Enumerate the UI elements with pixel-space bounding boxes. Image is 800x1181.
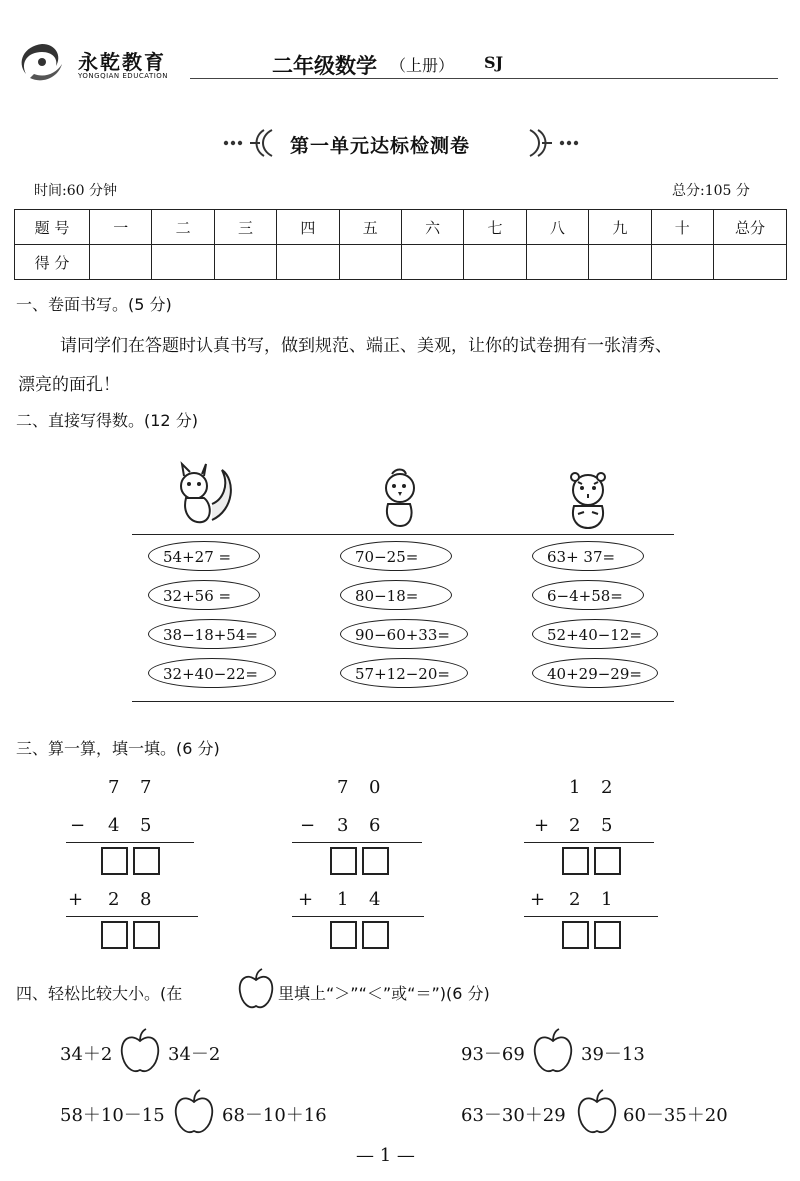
apple-answer-icon[interactable] — [575, 1089, 619, 1137]
table-cell: 三 — [214, 210, 276, 245]
table-cell: 十 — [651, 210, 713, 245]
edition-label: SJ — [484, 53, 504, 72]
logo — [12, 38, 72, 86]
brand-name-en: YONGQIAN EDUCATION — [78, 72, 169, 80]
score-cell[interactable] — [339, 245, 401, 280]
answer-box[interactable] — [133, 921, 160, 949]
calc-item: 32+56 = — [148, 580, 260, 610]
answer-box[interactable] — [594, 847, 621, 875]
table-cell: 九 — [589, 210, 651, 245]
digit: 2 — [569, 815, 581, 836]
chick-icon — [372, 466, 428, 532]
section2-heading: 二、直接写得数。(12 分) — [16, 411, 198, 430]
answer-box[interactable] — [562, 921, 589, 949]
answer-box[interactable] — [362, 847, 389, 875]
digit: 3 — [337, 815, 349, 836]
digit: 1 — [569, 777, 581, 798]
table-cell: 七 — [464, 210, 526, 245]
table-cell: 五 — [339, 210, 401, 245]
score-cell[interactable] — [277, 245, 339, 280]
score-cell[interactable] — [464, 245, 526, 280]
operator: − — [300, 815, 316, 836]
digit: 1 — [601, 889, 613, 910]
sum-line — [292, 916, 424, 917]
brand-name: 永乾教育 — [78, 50, 166, 74]
digit: 8 — [140, 889, 152, 910]
score-input-row — [15, 245, 787, 280]
score-header-row — [15, 210, 787, 245]
answer-box[interactable] — [330, 921, 357, 949]
calc-item: 38−18+54= — [148, 619, 276, 649]
volume-label: （上册） — [390, 56, 455, 75]
sum-line — [66, 842, 194, 843]
section1-line1: 请同学们在答题时认真书写，做到规范、端正、美观，让你的试卷拥有一张清秀、 — [60, 336, 672, 356]
section1-heading: 一、卷面书写。(5 分) — [16, 295, 172, 314]
sum-line — [66, 916, 198, 917]
operator: + — [534, 815, 550, 836]
compare-right: 60－35＋20 — [623, 1105, 728, 1126]
digit: 4 — [108, 815, 120, 836]
apple-answer-icon[interactable] — [118, 1028, 162, 1076]
calc-item: 90−60+33= — [340, 619, 468, 649]
compare-right: 34－2 — [168, 1044, 221, 1065]
page-number: — 1 — — [356, 1145, 415, 1166]
digit: 5 — [601, 815, 613, 836]
table-cell: 总分 — [714, 210, 787, 245]
digit: 7 — [337, 777, 349, 798]
compare-left: 93－69 — [461, 1044, 525, 1065]
unit-title: 第一单元达标检测卷 — [290, 135, 471, 157]
calc-item: 80−18= — [340, 580, 452, 610]
exercise-top-rule — [132, 534, 674, 535]
table-cell: 得 分 — [15, 245, 90, 280]
score-table — [14, 209, 787, 280]
score-cell[interactable] — [152, 245, 214, 280]
right-ornament-icon — [522, 126, 582, 160]
section1-line2: 漂亮的面孔！ — [18, 375, 120, 395]
section3-heading: 三、算一算，填一填。(6 分) — [16, 739, 220, 758]
score-cell[interactable] — [214, 245, 276, 280]
page-title: 二年级数学 — [272, 54, 377, 78]
calc-item: 54+27 = — [148, 541, 260, 571]
operator: + — [68, 889, 84, 910]
left-ornament-icon — [220, 126, 280, 160]
calc-item: 70−25= — [340, 541, 452, 571]
calc-item: 63+ 37= — [532, 541, 644, 571]
score-cell[interactable] — [526, 245, 588, 280]
calc-item: 52+40−12= — [532, 619, 658, 649]
total-score: 总分:105 分 — [672, 183, 750, 199]
header-divider — [190, 78, 778, 79]
table-cell: 题 号 — [15, 210, 90, 245]
table-cell: 二 — [152, 210, 214, 245]
digit: 2 — [108, 889, 120, 910]
digit: 7 — [108, 777, 120, 798]
operator: + — [298, 889, 314, 910]
calc-item: 40+29−29= — [532, 658, 658, 688]
sum-line — [524, 842, 654, 843]
compare-right: 39－13 — [581, 1044, 645, 1065]
table-cell: 一 — [90, 210, 152, 245]
digit: 5 — [140, 815, 152, 836]
swirl-logo-icon — [12, 38, 72, 86]
compare-left: 58＋10－15 — [60, 1105, 165, 1126]
operator: − — [70, 815, 86, 836]
digit: 2 — [569, 889, 581, 910]
digit: 7 — [140, 777, 152, 798]
answer-box[interactable] — [362, 921, 389, 949]
apple-icon — [236, 968, 276, 1012]
score-cell[interactable] — [714, 245, 787, 280]
table-cell: 四 — [277, 210, 339, 245]
time-limit: 时间:60 分钟 — [34, 183, 117, 199]
answer-box[interactable] — [101, 847, 128, 875]
apple-answer-icon[interactable] — [531, 1028, 575, 1076]
section4-heading-post: 里填上“＞”“＜”或“＝”)(6 分) — [278, 984, 490, 1003]
calc-item: 32+40−22= — [148, 658, 276, 688]
digit: 4 — [369, 889, 381, 910]
answer-box[interactable] — [330, 847, 357, 875]
section4-heading-pre: 四、轻松比较大小。(在 — [16, 984, 183, 1003]
digit: 2 — [601, 777, 613, 798]
exercise-bottom-rule — [132, 701, 674, 702]
compare-left: 63－30＋29 — [461, 1105, 566, 1126]
calc-item: 57+12−20= — [340, 658, 468, 688]
compare-left: 34＋2 — [60, 1044, 113, 1065]
digit: 0 — [369, 777, 381, 798]
squirrel-icon — [172, 460, 240, 532]
table-cell: 六 — [401, 210, 463, 245]
sum-line — [292, 842, 422, 843]
score-cell[interactable] — [589, 245, 651, 280]
table-cell: 八 — [526, 210, 588, 245]
calc-item: 6−4+58= — [532, 580, 644, 610]
compare-right: 68－10＋16 — [222, 1105, 327, 1126]
operator: + — [530, 889, 546, 910]
score-cell[interactable] — [90, 245, 152, 280]
answer-box[interactable] — [594, 921, 621, 949]
score-cell[interactable] — [401, 245, 463, 280]
answer-box[interactable] — [101, 921, 128, 949]
digit: 1 — [337, 889, 349, 910]
sum-line — [524, 916, 658, 917]
digit: 6 — [369, 815, 381, 836]
answer-box[interactable] — [133, 847, 160, 875]
answer-box[interactable] — [562, 847, 589, 875]
apple-answer-icon[interactable] — [172, 1089, 216, 1137]
score-cell[interactable] — [651, 245, 713, 280]
tiger-icon — [556, 470, 620, 532]
